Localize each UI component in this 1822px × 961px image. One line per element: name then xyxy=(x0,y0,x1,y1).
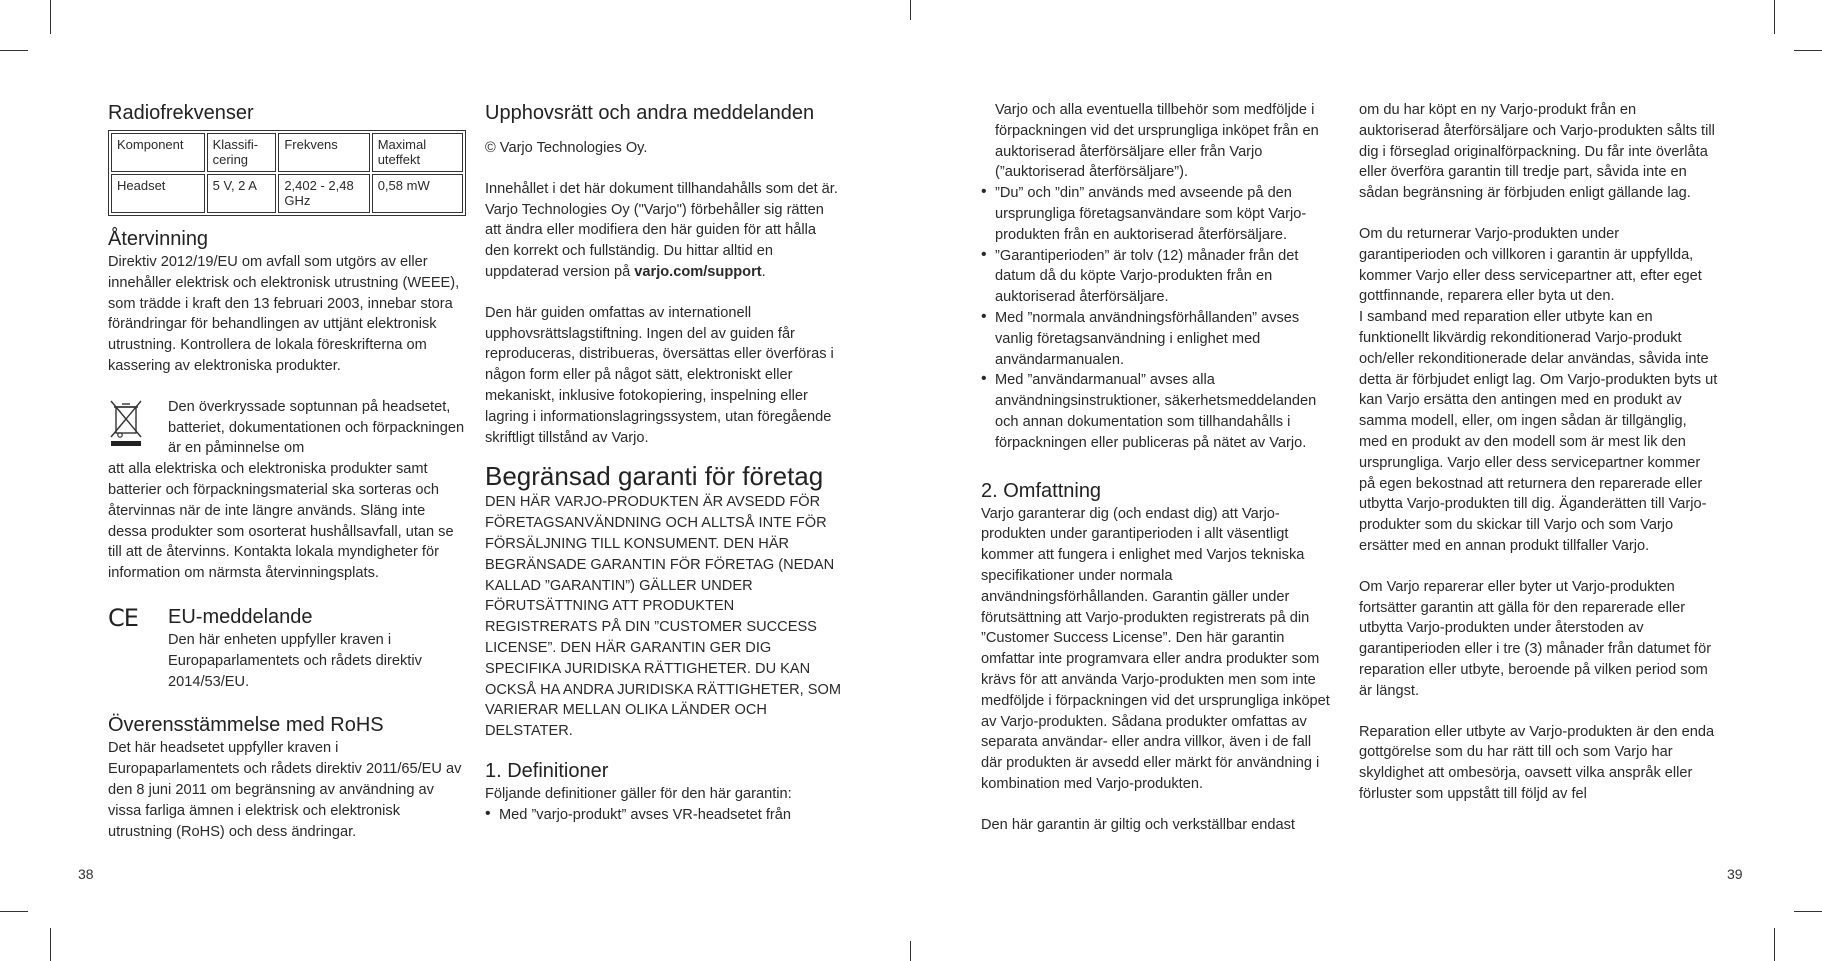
left-page-column-2 xyxy=(485,100,841,826)
spacer xyxy=(108,584,466,604)
crop-mark xyxy=(1794,911,1822,912)
crop-mark xyxy=(1794,50,1822,51)
garanti-heading: Begränsad garanti för företag xyxy=(485,461,824,492)
table-cell: 5 V, 2 A xyxy=(207,174,277,213)
support-link[interactable]: varjo.com/support xyxy=(634,263,762,280)
copyright-p1-end: . xyxy=(761,263,766,280)
spacer xyxy=(485,283,841,303)
definitioner-intro: Följande definitioner gäller för den här garantin: xyxy=(485,785,792,802)
ce-mark-icon: CE xyxy=(108,603,138,632)
spacer xyxy=(1359,204,1719,224)
warranty-paragraph: Reparation eller utbyte av Varjo-produkten är den enda gottgörelse som du har rätt till och som Varjo har skyldighet att ombesörja, oavsett vilka anspråk eller förluster som uppstått till följd av fel xyxy=(1359,723,1715,802)
eu-notice xyxy=(108,604,466,692)
table-row xyxy=(111,174,463,213)
copyright-line: © Varjo Technologies Oy. xyxy=(485,140,648,156)
left-page-column-1 xyxy=(108,100,466,842)
spacer xyxy=(485,448,841,460)
warranty-paragraph: I samband med reparation eller utbyte kan en funktionellt likvärdig rekonditionerad Varjo-produkt och/eller rekonditionerade delar användas, såvida inte detta är förbjudet enligt lag. Om Varjo-produkten byts ut kan Varjo ersätta den antingen med en produkt av samma modell, eller, om ingen sådan är tillgänglig, med en produkt av den modell som är mest lik den ursprungliga. Varjo eller dess servicepartner kommer på egen bekostnad att returnera den reparerade eller utbytta Varjo-produkten till dig. Äganderätten till Varjo-produkter som du skickar till Varjo och som Varjo ersätter med en annan produkt tillfaller Varjo. xyxy=(1359,309,1718,554)
definition-bullet-text: Med ”normala användningsförhållanden” avses vanlig företagsanvändning i enlighet med användarmanualen. xyxy=(995,309,1300,368)
list-item xyxy=(485,805,841,826)
spacer xyxy=(485,159,841,179)
copyright-p1-text: Innehållet i det här dokument tillhandahålls som det är. Varjo Technologies Oy ("Varjo") förbehåller sig rätten att ändra eller modifiera den här guiden för att hålla den korrekt och fullständig. Du hittar alltid en uppdaterad version på xyxy=(485,180,838,280)
definition-continued xyxy=(981,100,1333,183)
atervinning-text: Direktiv 2012/19/EU om avfall som utgörs av eller innehåller elektrisk och elektronisk utrustning (WEEE), som trädde i kraft den 13 februari 2003, innebar stora förändringar för behandlingen av uttjänt elektronisk utrustning. Kontrollera de lokala föreskrifterna om kassering av elektroniska produkter. xyxy=(108,254,460,374)
crop-mark xyxy=(1774,928,1775,961)
crossed-out-wheelie-bin-icon xyxy=(108,397,144,452)
bullet-marker: • xyxy=(485,804,491,822)
spacer xyxy=(108,377,466,397)
bullet-marker: • xyxy=(981,370,987,388)
radiofrekvenser-heading: Radiofrekvenser xyxy=(108,102,254,124)
list-item xyxy=(981,183,1333,245)
table-header-cell: Maximal uteffekt xyxy=(372,133,463,172)
table-cell: 0,58 mW xyxy=(372,174,463,213)
spacer xyxy=(1359,557,1719,577)
list-item xyxy=(981,246,1333,308)
copyright-heading: Upphovsrätt och andra meddelanden xyxy=(485,102,815,124)
table-cell: 2,402 - 2,48 GHz xyxy=(278,174,369,213)
eu-text: Den här enheten uppfyller kraven i Europaparlamentets och rådets direktiv 2014/53/EU. xyxy=(168,631,422,690)
spacer xyxy=(485,742,841,758)
warranty-paragraph: Om du returnerar Varjo-produkten under garantiperioden och villkoren i garantin är uppfyllda, kommer Varjo eller dess servicepartner att, efter eget gottfinnande, reparera eller byta ut den. xyxy=(1359,225,1702,305)
table-header-row xyxy=(111,133,463,172)
crop-mark xyxy=(0,911,28,912)
definition-continued-text: Varjo och alla eventuella tillbehör som medföljde i förpackningen vid det ursprungliga inköpet från en auktoriserad återförsäljare eller från Varjo (”auktoriserad återförsäljare”). xyxy=(995,102,1319,181)
definition-bullet-text: ”Garantiperioden” är tolv (12) månader från det datum då du köpte Varjo-produkten från en auktoriserad återförsäljare. xyxy=(995,247,1299,306)
page-number-right: 39 xyxy=(1727,866,1743,882)
radio-frequency-table xyxy=(108,130,466,216)
weee-notice xyxy=(108,397,466,459)
definition-bullet-text: Med ”varjo-produkt” avses VR-headsetet från xyxy=(499,806,792,823)
table-cell: Headset xyxy=(111,174,205,213)
crop-mark xyxy=(0,50,28,51)
bullet-marker: • xyxy=(981,245,987,263)
spacer xyxy=(981,454,1333,478)
warranty-paragraph: Om Varjo reparerar eller byter ut Varjo-produkten fortsätter garantin att gälla för den reparerade eller utbytta Varjo-produkten under återstoden av garantiperioden eller i tre (3) månader från datumet för reparation eller utbyte, beroende på vilken period som är längst. xyxy=(1359,578,1712,699)
copyright-paragraph-1 xyxy=(485,179,841,283)
rohs-text: Det här headsetet uppfyller kraven i Europaparlamentets och rådets direktiv 2011/65/EU av den 8 juni 2011 om begränsning av användning av vissa farliga ämnen i elektrisk och elektronisk utrustning (RoHS) och dess ändringar. xyxy=(108,740,462,840)
crop-mark xyxy=(910,941,911,961)
eu-heading: EU-meddelande xyxy=(168,605,313,628)
right-page-column-2 xyxy=(1359,100,1719,805)
spacer xyxy=(1359,702,1719,722)
bullet-marker: • xyxy=(981,307,987,325)
page-number-left: 38 xyxy=(78,866,94,882)
rohs-heading: Överensstämmelse med RoHS xyxy=(108,714,384,737)
crop-mark xyxy=(50,928,51,961)
crop-mark xyxy=(910,0,911,20)
bullet-marker: • xyxy=(981,183,987,201)
garanti-text: DEN HÄR VARJO-PRODUKTEN ÄR AVSEDD FÖR FÖRETAGSANVÄNDNING OCH ALLTSÅ INTE FÖR FÖRSÄLJNING TILL KONSUMENT. DEN HÄR BEGRÄNSADE GARANTIN FÖR FÖRETAG (NEDAN KALLAD ”GARANTIN”) GÄLLER UNDER FÖRUTSÄTTNING ATT PRODUKTEN REGISTRERATS PÅ DIN ”CUSTOMER SUCCESS LICENSE”. DEN HÄR GARANTIN GER DIG SPECIFIKA JURIDISKA RÄTTIGHETER. DU KAN OCKSÅ HA ANDRA JURIDISKA RÄTTIGHETER, SOM VARIERAR MELLAN OLIKA LÄNDER OCH DELSTATER. xyxy=(485,494,841,740)
table-header-cell: Klassifi-cering xyxy=(207,133,277,172)
weee-text-b: att alla elektriska och elektroniska produkter samt batterier och förpackningsmaterial ska sorteras och återvinnas när de inte längre används. Släng inte dessa produkter som osorterat hushållsavfall, utan se till att de återvinns. Kontakta lokala myndigheter för information om närmsta återvinningsplats. xyxy=(108,461,454,582)
copyright-paragraph-2: Den här guiden omfattas av internationell upphovsrättslagstiftning. Ingen del av guiden får reproduceras, distribueras, översättas eller överföras i någon form eller på något sätt, elektroniskt eller mekaniskt, inklusive fotokopiering, inspelning eller lagring i informationslagringssystem, utan föregående skriftligt tillstånd av Varjo. xyxy=(485,304,834,446)
omfattning-paragraph-1: Varjo garanterar dig (och endast dig) att Varjo-produkten under garantiperioden i allt väsentligt kommer att fungera i enlighet med Varjos tekniska specifikationer under normala användningsförhållanden. Garantin gäller under förutsättning att Varjo-produkten registrerats på din ”Customer Success License”. Den här garantin omfattar inte programvara eller andra produkter som krävs för att använda Varjo-produkten men som inte medföljde i förpackningen vid det ursprungliga inköpet av Varjo-produkten. Sådana produkter omfattas av separata användar- eller andra villkor, även i de fall där produkten är avsedd eller märkt för användning i kombination med Varjo-produkten. xyxy=(981,505,1330,792)
table-header-cell: Frekvens xyxy=(278,133,369,172)
atervinning-heading: Återvinning xyxy=(108,228,209,250)
list-item xyxy=(981,370,1333,453)
spacer xyxy=(108,692,466,712)
table-header-cell: Komponent xyxy=(111,133,205,172)
definition-bullet-text: Med ”användarmanual” avses alla användningsinstruktioner, säkerhetsmeddelanden och annan dokumentation som tillhandahålls i förpackningen eller publiceras på nätet av Varjo. xyxy=(995,372,1317,451)
definition-bullet-text: ”Du” och ”din” används med avseende på den ursprungliga företagsanvändare som köpt Varjo-produkten från en auktoriserad återförsäljare. xyxy=(995,185,1307,243)
omfattning-paragraph-2: Den här garantin är giltig och verkställbar endast xyxy=(981,816,1295,833)
list-item xyxy=(981,308,1333,370)
definitioner-heading: 1. Definitioner xyxy=(485,759,609,782)
crop-mark xyxy=(50,0,51,34)
spacer xyxy=(981,795,1333,815)
omfattning-heading: 2. Omfattning xyxy=(981,479,1102,502)
right-page-column-1 xyxy=(981,100,1333,836)
spacer xyxy=(485,126,841,138)
crop-mark xyxy=(1774,0,1775,34)
weee-text-a: Den överkryssade soptunnan på headsetet, batteriet, dokumentationen och förpackningen är en påminnelse om xyxy=(168,398,465,457)
warranty-paragraph: om du har köpt en ny Varjo-produkt från en auktoriserad återförsäljare och Varjo-produkten sålts till dig i förseglad originalförpackning. Du får inte överlåta eller överföra garantin till tredje part, såvida inte en sådan begränsning är förbjuden enligt gällande lag. xyxy=(1359,102,1715,202)
